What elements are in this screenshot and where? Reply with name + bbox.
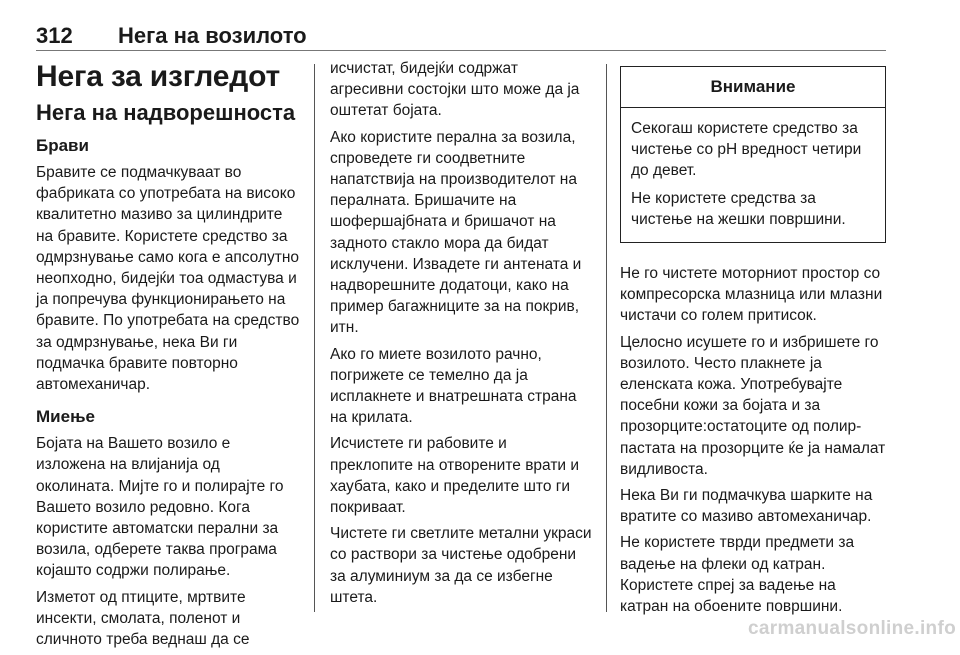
washing-paragraph-2: Изметот од птиците, мртвите инсекти, смолата, поленот и сличното треба веднаш да се <box>36 588 250 649</box>
page-number: 312 <box>36 23 73 48</box>
warning-heading: Внимание <box>621 67 885 108</box>
col2-paragraph-3: Ако го миете возилото рачно, погрижете се темелно да ја исплакнете и внатрешната страна на крилата. <box>330 345 577 427</box>
column-1 <box>36 60 302 655</box>
header-divider <box>36 50 886 51</box>
col2-paragraph-4: Исчистете ги рабовите и преклопите на отворените врати и хаубата, како и пределите што ги покриваат. <box>330 435 580 517</box>
page-header <box>36 22 886 50</box>
chapter-title: Нега за изгледот <box>36 60 280 93</box>
locks-paragraph: Бравите се подмачкуваат во фабриката со употребата на високо квалитетно мазиво за цилиндрите на бравите. Користете средство за одмрзнување само кога е апсолутно неопходно, бидејќи тоа одмастува и ја попречува функционирањето на бравите. По употребата на средство за одмрзнување, нека Ви ги подмачка бравите повторно автомеханичар. <box>36 164 300 394</box>
running-title: Нега на возилото <box>118 23 307 48</box>
col2-paragraph-5: Чистете ги светлите метални украси со раствори за чистење одобрени за алуминиум за да се избегне штета. <box>330 525 592 606</box>
col2-paragraph-1: исчистат, бидејќи содржат агресивни состојки што може да ја оштетат бојата. <box>330 60 580 120</box>
col3-paragraph-1: Не го чистете моторниот простор со компресорска млазница или млазни чистачи со голем притисок. <box>620 265 883 325</box>
section-title: Нега на надворешноста <box>36 100 296 125</box>
watermark: carmanualsonline.info <box>748 618 956 639</box>
washing-heading: Миење <box>36 407 95 427</box>
column-2 <box>330 58 592 613</box>
warning-body <box>621 108 885 242</box>
locks-heading: Брави <box>36 136 89 155</box>
column-3 <box>620 66 886 622</box>
col3-paragraph-2: Целосно исушете го и избришете го возилото. Често плакнете ја еленската кожа. Употребувајте посебни кожи за бојата и за прозорците:остатоците од полир-пастата на прозорците ќе ја намалат видливоста. <box>620 333 886 478</box>
col2-paragraph-2: Ако користите перална за возила, спроведете ги соодветните напатствија на производителот на пералната. Бришачите на шофершајбната и бришачот на задното стакло мора да бидат исклучени. Извадете ги антената и надворешните додатоци, како на пример багажниците за на покрив, итн. <box>330 128 582 337</box>
column-divider-1 <box>314 64 315 612</box>
warning-box <box>620 66 886 243</box>
col3-paragraph-4: Не користете тврди предмети за вадење на флеки од катран. Користете спреј за вадење на катран на обоените површини. <box>620 534 855 616</box>
warning-paragraph-2: Не користете средства за чистење на жешки површини. <box>631 189 846 228</box>
washing-paragraph-1: Бојата на Вашето возило е изложена на влијанија од околината. Мијте го и полирајте го Вашето возило редовно. Кога користите автоматски перални за возила, одберете таква програма којашто содржи полирање. <box>36 435 284 580</box>
col3-paragraph-3: Нека Ви ги подмачкува шарките на вратите со мазиво автомеханичар. <box>620 487 873 526</box>
warning-paragraph-1: Секогаш користете средство за чистење со pH вредност четири до девет. <box>631 120 862 180</box>
column-divider-2 <box>606 64 607 612</box>
